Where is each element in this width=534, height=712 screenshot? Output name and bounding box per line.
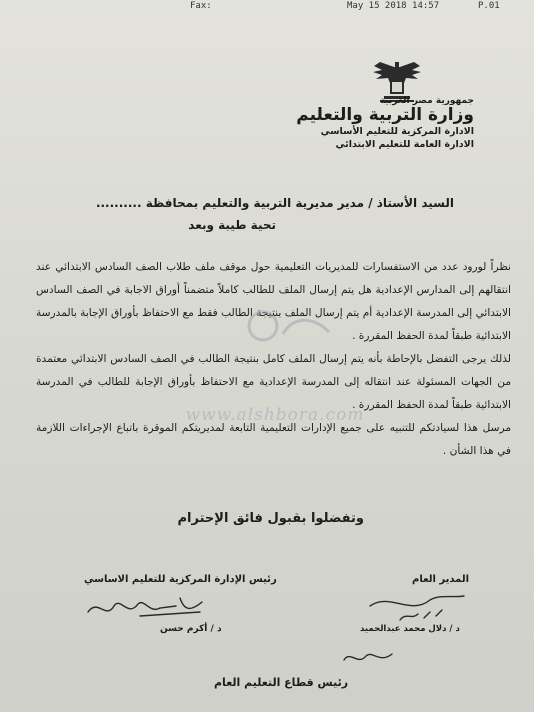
general-department: الادارة العامة للتعليم الابتدائي	[335, 139, 474, 150]
letter-body	[36, 256, 511, 463]
watermark-text: www.alshbora.com	[185, 405, 365, 425]
right-signatory-name: د / دلال محمد عبدالحميد	[360, 624, 460, 634]
fax-label: Fax:	[190, 1, 212, 11]
left-signatory-title: رئيس الإدارة المركزية للتعليم الاساسي	[84, 574, 277, 585]
central-department: الادارة المركزية للتعليم الأساسي	[320, 126, 474, 137]
left-signatory-name: د / أكرم حسن	[160, 624, 222, 634]
fax-header	[0, 0, 534, 12]
fax-datetime: May 15 2018 14:57	[347, 1, 440, 11]
addressee-line: السيد الأستاذ / مدير مديرية التربية والتعليم بمحافظة ..........	[95, 196, 454, 210]
watermark-logo-icon	[243, 306, 333, 346]
right-signatory-title: المدير العام	[412, 574, 470, 585]
left-signature-icon	[80, 590, 210, 626]
sector-head-title: رئيس قطاع التعليم العام	[214, 676, 349, 689]
greeting-line: تحية طيبة وبعد	[188, 218, 276, 232]
initials-signature-icon	[338, 644, 398, 672]
right-signature-icon	[360, 586, 480, 628]
body-paragraph-1: نظراً لورود عدد من الاستفسارات للمديريات التعليمية حول موقف ملف طلاب الصف السادس الابتدائي عند انتقالهم إلى المدارس الإعدادية هل يتم إرسال الملف للطالب كاملاً متضمناً أوراق الاجابة في الصف السادس الابتدائي إلى المدرسة الإعدادية أم يتم إرسال الملف بنتيجة الطالب فقط مع الاحتفاظ بأوراق الإجابة بالمدرسة الابتدائية طبقاً لمدة الحفظ المقررة .	[36, 261, 511, 342]
body-paragraph-2: لذلك يرجى التفضل بالإحاطة بأنه يتم إرسال الملف كامل بنتيجة الطالب في الصف السادس الابتدائي معتمدة من الجهات المسئولة عند انتقاله إلى المدرسة الإعدادية مع الاحتفاظ بأوراق الإجابة للطالب في المدرسة الابتدائية طبقاً لمدة الحفظ المقررة .	[36, 353, 511, 411]
republic-name: جمهورية مصر العربية	[379, 96, 474, 106]
ministry-letterhead	[296, 96, 474, 150]
fax-page-number: P.01	[478, 1, 500, 11]
closing-line: وتفضلوا بقبول فائق الإحترام	[177, 511, 364, 526]
body-paragraph-3: مرسل هذا لسيادتكم للتنبيه على جميع الإدارات التعليمية التابعة لمديريتكم الموقرة باتباع الإجراءات اللازمة في هذا الشأن .	[36, 422, 511, 457]
ministry-name: وزارة التربية والتعليم	[296, 105, 474, 125]
